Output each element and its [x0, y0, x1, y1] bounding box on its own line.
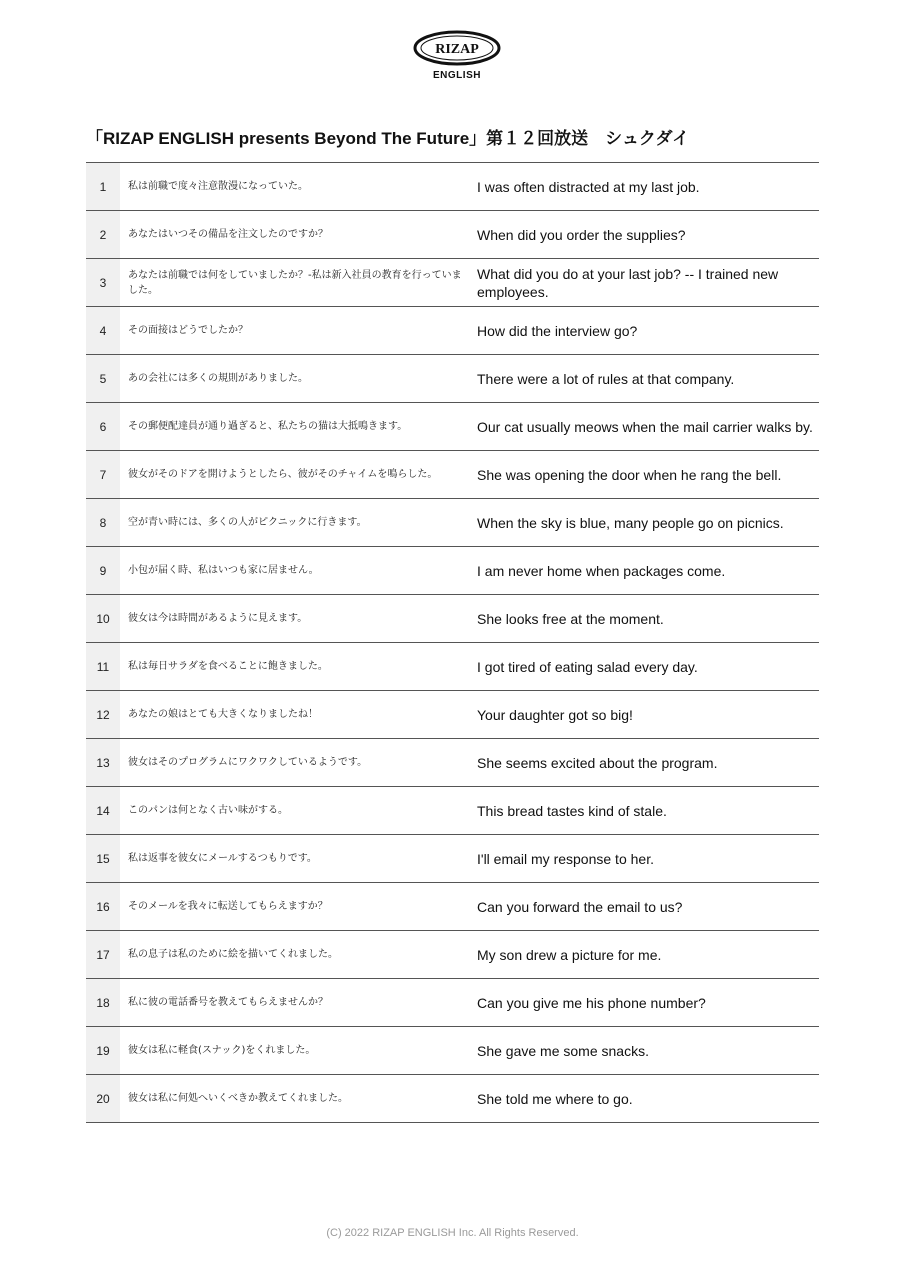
homework-table — [86, 162, 819, 1123]
japanese-sentence: 彼女は今は時間があるように見えます。 — [128, 613, 308, 624]
english-sentence: Can you give me his phone number? — [477, 994, 706, 1011]
row-number: 12 — [86, 691, 120, 738]
japanese-sentence: あなたの娘はとても大きくなりましたね！ — [128, 709, 318, 720]
table-row — [86, 739, 819, 787]
english-sentence: I was often distracted at my last job. — [477, 178, 700, 195]
japanese-sentence: 小包が届く時、私はいつも家に居ません。 — [128, 565, 319, 576]
english-sentence: This bread tastes kind of stale. — [477, 802, 667, 819]
japanese-sentence: そのメールを我々に転送してもらえますか？ — [128, 901, 328, 912]
table-row — [86, 787, 819, 835]
japanese-sentence: 彼女はそのプログラムにワクワクしているようです。 — [128, 757, 368, 768]
logo-subtitle: ENGLISH — [433, 70, 481, 81]
english-sentence: I am never home when packages come. — [477, 562, 726, 579]
english-sentence: Can you forward the email to us? — [477, 898, 683, 915]
row-number: 2 — [86, 211, 120, 258]
table-row — [86, 691, 819, 739]
japanese-sentence: あの会社には多くの規則がありました。 — [128, 373, 308, 384]
row-number: 15 — [86, 835, 120, 882]
japanese-sentence: その面接はどうでしたか？ — [128, 325, 248, 336]
table-row — [86, 931, 819, 979]
english-sentence: There were a lot of rules at that company. — [477, 370, 735, 387]
row-number: 16 — [86, 883, 120, 930]
table-row — [86, 595, 819, 643]
table-row — [86, 499, 819, 547]
row-number: 18 — [86, 979, 120, 1026]
row-number: 5 — [86, 355, 120, 402]
japanese-sentence: 私は前職で度々注意散漫になっていた。 — [128, 181, 308, 192]
english-sentence: When the sky is blue, many people go on picnics. — [477, 514, 784, 531]
rizap-english-logo — [402, 28, 512, 90]
english-sentence: I'll email my response to her. — [477, 850, 654, 867]
japanese-sentence: 私は毎日サラダを食べることに飽きました。 — [128, 661, 328, 672]
row-number: 1 — [86, 163, 120, 210]
english-sentence: She gave me some snacks. — [477, 1042, 649, 1059]
japanese-sentence: 空が青い時には、多くの人がピクニックに行きます。 — [128, 517, 367, 528]
english-sentence: When did you order the supplies? — [477, 226, 686, 243]
row-number: 3 — [86, 259, 120, 306]
table-row — [86, 643, 819, 691]
table-row — [86, 355, 819, 403]
japanese-sentence: 彼女は私に何処へいくべきか教えてくれました。 — [128, 1093, 348, 1104]
japanese-sentence: このパンは何となく古い味がする。 — [128, 805, 288, 816]
table-row — [86, 307, 819, 355]
row-number: 13 — [86, 739, 120, 786]
english-sentence: My son drew a picture for me. — [477, 946, 662, 963]
english-sentence: What did you do at your last job? -- I trained new employees. — [477, 265, 779, 300]
row-number: 4 — [86, 307, 120, 354]
english-sentence: Our cat usually meows when the mail carrier walks by. — [477, 418, 813, 435]
row-number: 6 — [86, 403, 120, 450]
table-row — [86, 547, 819, 595]
row-number: 9 — [86, 547, 120, 594]
copyright-footer: (C) 2022 RIZAP ENGLISH Inc. All Rights Reserved. — [326, 1227, 579, 1239]
table-row — [86, 883, 819, 931]
row-number: 8 — [86, 499, 120, 546]
page-title: 「RIZAP ENGLISH presents Beyond The Future」第１２回放送 シュクダイ — [86, 129, 690, 148]
table-row — [86, 259, 819, 307]
table-row — [86, 979, 819, 1027]
japanese-sentence: 私の息子は私のために絵を描いてくれました。 — [128, 949, 338, 960]
row-number: 19 — [86, 1027, 120, 1074]
english-sentence: How did the interview go? — [477, 322, 638, 339]
japanese-sentence: 彼女がそのドアを開けようとしたら、彼がそのチャイムを鳴らした。 — [128, 469, 438, 480]
row-number: 10 — [86, 595, 120, 642]
table-row — [86, 163, 819, 211]
english-sentence: She told me where to go. — [477, 1090, 633, 1107]
english-sentence: Your daughter got so big! — [477, 706, 633, 723]
japanese-sentence: 彼女は私に軽食(スナック)をくれました。 — [128, 1045, 316, 1056]
english-sentence: She was opening the door when he rang the bell. — [477, 466, 782, 483]
row-number: 17 — [86, 931, 120, 978]
table-row — [86, 451, 819, 499]
japanese-sentence: あなたは前職では何をしていましたか？-私は新入社員の教育を行っていました。 — [128, 269, 462, 296]
table-row — [86, 403, 819, 451]
english-sentence: She looks free at the moment. — [477, 610, 664, 627]
table-row — [86, 1027, 819, 1075]
row-number: 7 — [86, 451, 120, 498]
english-sentence: I got tired of eating salad every day. — [477, 658, 698, 675]
table-row — [86, 1075, 819, 1123]
japanese-sentence: 私に彼の電話番号を教えてもらえませんか？ — [128, 997, 328, 1008]
rizap-logo-emblem — [412, 28, 502, 68]
row-number: 11 — [86, 643, 120, 690]
japanese-sentence: 私は返事を彼女にメールするつもりです。 — [128, 853, 317, 864]
japanese-sentence: その郵便配達員が通り過ぎると、私たちの猫は大抵鳴きます。 — [128, 421, 408, 432]
row-number: 20 — [86, 1075, 120, 1122]
logo-wordmark: RIZAP — [435, 42, 479, 57]
row-number: 14 — [86, 787, 120, 834]
table-row — [86, 835, 819, 883]
english-sentence: She seems excited about the program. — [477, 754, 718, 771]
table-row — [86, 211, 819, 259]
japanese-sentence: あなたはいつその備品を注文したのですか？ — [128, 229, 328, 240]
